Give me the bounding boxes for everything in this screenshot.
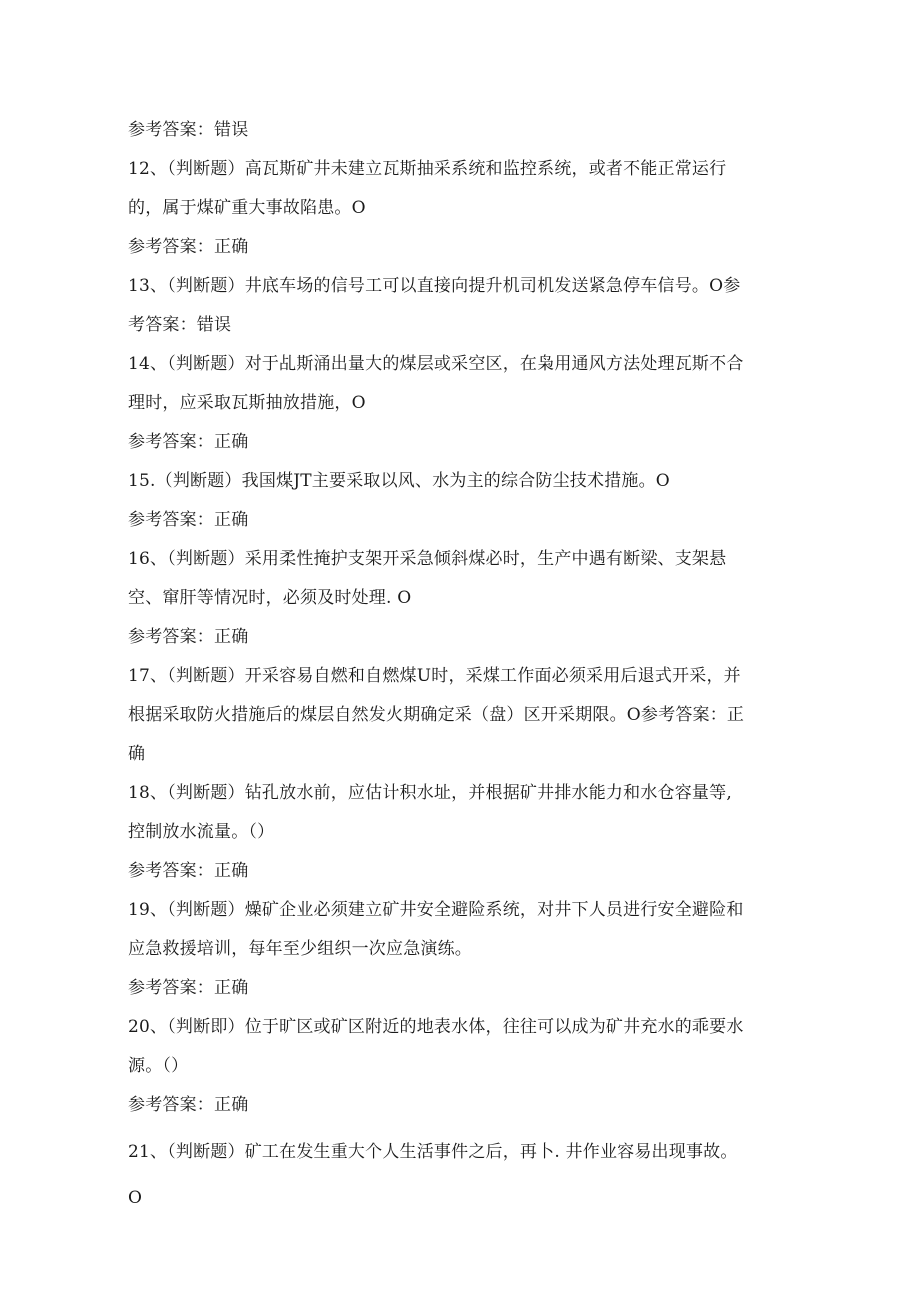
text-line: 确	[128, 744, 146, 764]
text-line: 的，属于煤矿重大事故陷患。O	[128, 198, 366, 218]
text-line: 15.（判断题）我国煤JT主要采取以风、水为主的综合防尘技术措施。O	[128, 471, 670, 491]
text-line: 参考答案：正确	[128, 432, 249, 452]
text-line: 空、窜肝等情况时，必须及时处理. O	[128, 588, 412, 608]
text-line: 18、（判断题）钻孔放水前，应估计积水址，并根据矿井排水能力和水仓容量等,	[128, 783, 732, 803]
text-line: 13、（判断题）井底车场的信号工可以直接向提升机司机发送紧急停车信号。O参	[128, 276, 741, 296]
text-line: 参考答案：正确	[128, 627, 249, 647]
text-line: 12、（判断题）高瓦斯矿井未建立瓦斯抽采系统和监控系统，或者不能正常运行	[128, 159, 727, 179]
text-line: 参考答案：错误	[128, 120, 249, 140]
text-line: 考答案：错误	[128, 315, 232, 335]
text-line: 17、（判断题）开采容易自燃和自燃煤U时，采煤工作面必须采用后退式开采，并	[128, 666, 741, 686]
text-line: 参考答案：正确	[128, 510, 249, 530]
text-line: 19、（判断题）燥矿企业必须建立矿井安全避险系统，对井下人员进行安全避险和	[128, 900, 744, 920]
text-line: 参考答案：正确	[128, 1095, 249, 1115]
text-line: 源。（）	[128, 1056, 189, 1076]
text-line: 参考答案：正确	[128, 978, 249, 998]
text-line: O	[128, 1188, 143, 1208]
text-line: 20、（判断即）位于旷区或矿区附近的地表水体，往往可以成为矿井充水的乖要水	[128, 1017, 744, 1037]
text-line: 21、（判断题）矿工在发生重大个人生活事件之后，再卜. 井作业容易出现事故。	[128, 1142, 738, 1162]
text-line: 应急救援培训，每年至少组织一次应急演练。	[128, 939, 472, 959]
text-line: 根据采取防火措施后的煤层自然发火期确定采（盘）区开采期限。O参考答案：正	[128, 705, 745, 725]
text-line: 控制放水流量。（）	[128, 822, 275, 842]
text-line: 参考答案：正确	[128, 237, 249, 257]
text-line: 14、（判断题）对于乩斯涌出量大的煤层或采空区，在枭用通风方法处理瓦斯不合	[128, 354, 744, 374]
text-line: 参考答案：正确	[128, 861, 249, 881]
text-line: 16、（判断题）采用柔性掩护支架开采急倾斜煤必时，生产中遇有断梁、支架悬	[128, 549, 727, 569]
text-line: 理时，应采取瓦斯抽放措施，O	[128, 393, 366, 413]
